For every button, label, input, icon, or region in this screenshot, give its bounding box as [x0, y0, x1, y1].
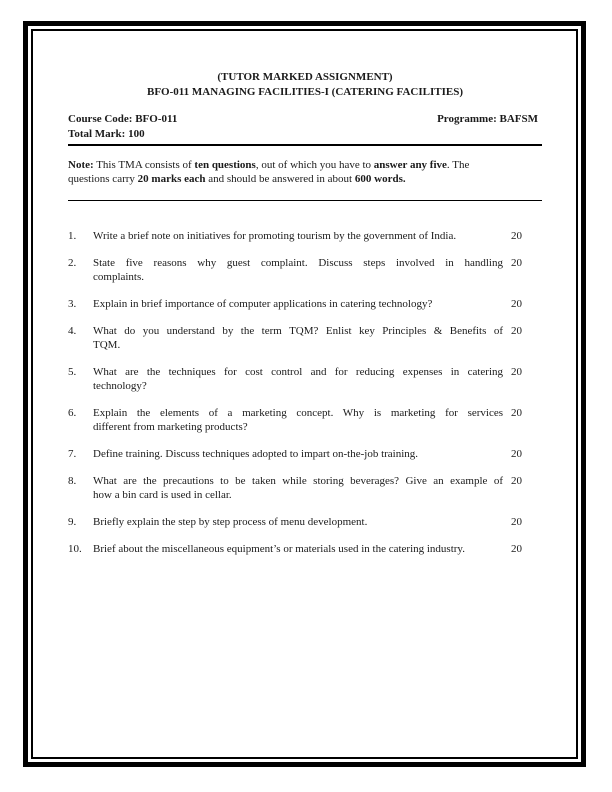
question-text — [93, 515, 503, 529]
question-row — [68, 365, 542, 393]
page-border-inner — [31, 29, 578, 759]
note-segment: This TMA consists of — [93, 159, 195, 171]
question-text — [93, 542, 503, 556]
question-marks: 20 — [511, 257, 522, 269]
question-text — [93, 447, 503, 461]
question-text-line: how a bin card is used in cellar. — [93, 489, 232, 501]
question-row — [68, 229, 542, 243]
note-segment: , out of which you have to — [255, 159, 374, 171]
title-line-1: (TUTOR MARKED ASSIGNMENT) — [217, 71, 393, 83]
note-segment: 20 marks each — [137, 173, 206, 185]
meta-row — [68, 112, 542, 127]
note-line — [68, 158, 504, 172]
meta-block — [68, 112, 542, 141]
meta-divider — [68, 144, 542, 146]
question-marks: 20 — [511, 366, 522, 378]
question-text-line: technology? — [93, 380, 147, 392]
note-segment: answer any five — [373, 159, 447, 171]
question-text-line: complaints. — [93, 271, 145, 283]
question-number: 5. — [68, 366, 77, 378]
question-text-line: Write a brief note on initiatives for promoting tourism by the government of India. — [93, 230, 457, 242]
note-divider — [68, 200, 542, 201]
question-text-line: What are the techniques for cost control and for reducing expenses in catering — [93, 366, 503, 378]
question-row — [68, 324, 542, 352]
note-segment: Note: — [68, 159, 94, 171]
question-number: 8. — [68, 475, 77, 487]
question-text-line: TQM. — [93, 339, 121, 351]
page-border-outer — [23, 21, 586, 767]
question-text-line: Briefly explain the step by step process of menu development. — [93, 516, 368, 528]
course-code: Course Code: BFO-011 — [68, 113, 178, 125]
question-number: 10. — [68, 543, 82, 555]
programme: Programme: BAFSM — [437, 113, 538, 125]
note-segment: questions carry — [68, 173, 138, 185]
question-marks: 20 — [511, 475, 522, 487]
question-number: 6. — [68, 407, 77, 419]
note-line — [68, 172, 504, 186]
question-row — [68, 542, 542, 556]
question-row — [68, 256, 542, 284]
question-text-line: What are the precautions to be taken while storing beverages? Give an example of — [93, 475, 503, 487]
question-text — [93, 474, 503, 502]
question-marks: 20 — [511, 543, 522, 555]
question-text-line: Explain in brief importance of computer applications in catering technology? — [93, 298, 433, 310]
question-number: 3. — [68, 298, 77, 310]
document-title — [68, 70, 542, 100]
question-number: 1. — [68, 230, 77, 242]
question-marks: 20 — [511, 407, 522, 419]
question-number: 7. — [68, 448, 77, 460]
question-text — [93, 406, 503, 434]
note-segment: . The — [446, 159, 470, 171]
question-marks: 20 — [511, 448, 522, 460]
question-row — [68, 515, 542, 529]
question-row — [68, 406, 542, 434]
note-paragraph — [68, 158, 542, 186]
question-text — [93, 297, 503, 311]
total-mark: Total Mark: 100 — [68, 127, 145, 140]
question-marks: 20 — [511, 325, 522, 337]
question-text — [93, 324, 503, 352]
question-row — [68, 474, 542, 502]
question-text — [93, 365, 503, 393]
question-text-line: Explain the elements of a marketing concept. Why is marketing for services — [93, 407, 503, 419]
question-row — [68, 447, 542, 461]
question-text-line: State five reasons why guest complaint. Discuss steps involved in handling — [93, 257, 503, 269]
question-row — [68, 297, 542, 311]
question-number: 4. — [68, 325, 77, 337]
note-segment: 600 words. — [354, 173, 406, 185]
title-line-2: BFO-011 MANAGING FACILITIES-I (CATERING FACILITIES) — [147, 86, 463, 98]
note-segment: and should be answered in about — [205, 173, 355, 185]
question-text-line: Brief about the miscellaneous equipment’s or materials used in the catering industry. — [93, 543, 465, 555]
question-marks: 20 — [511, 230, 522, 242]
question-text — [93, 256, 503, 284]
question-marks: 20 — [511, 516, 522, 528]
question-number: 9. — [68, 516, 77, 528]
question-number: 2. — [68, 257, 77, 269]
question-text-line: What do you understand by the term TQM? Enlist key Principles & Benefits of — [93, 325, 503, 337]
questions-list — [68, 229, 542, 556]
question-text-line: Define training. Discuss techniques adopted to impart on-the-job training. — [93, 448, 419, 460]
question-text — [93, 229, 503, 243]
question-marks: 20 — [511, 298, 522, 310]
note-segment: ten questions — [194, 159, 256, 171]
question-text-line: different from marketing products? — [93, 421, 248, 433]
